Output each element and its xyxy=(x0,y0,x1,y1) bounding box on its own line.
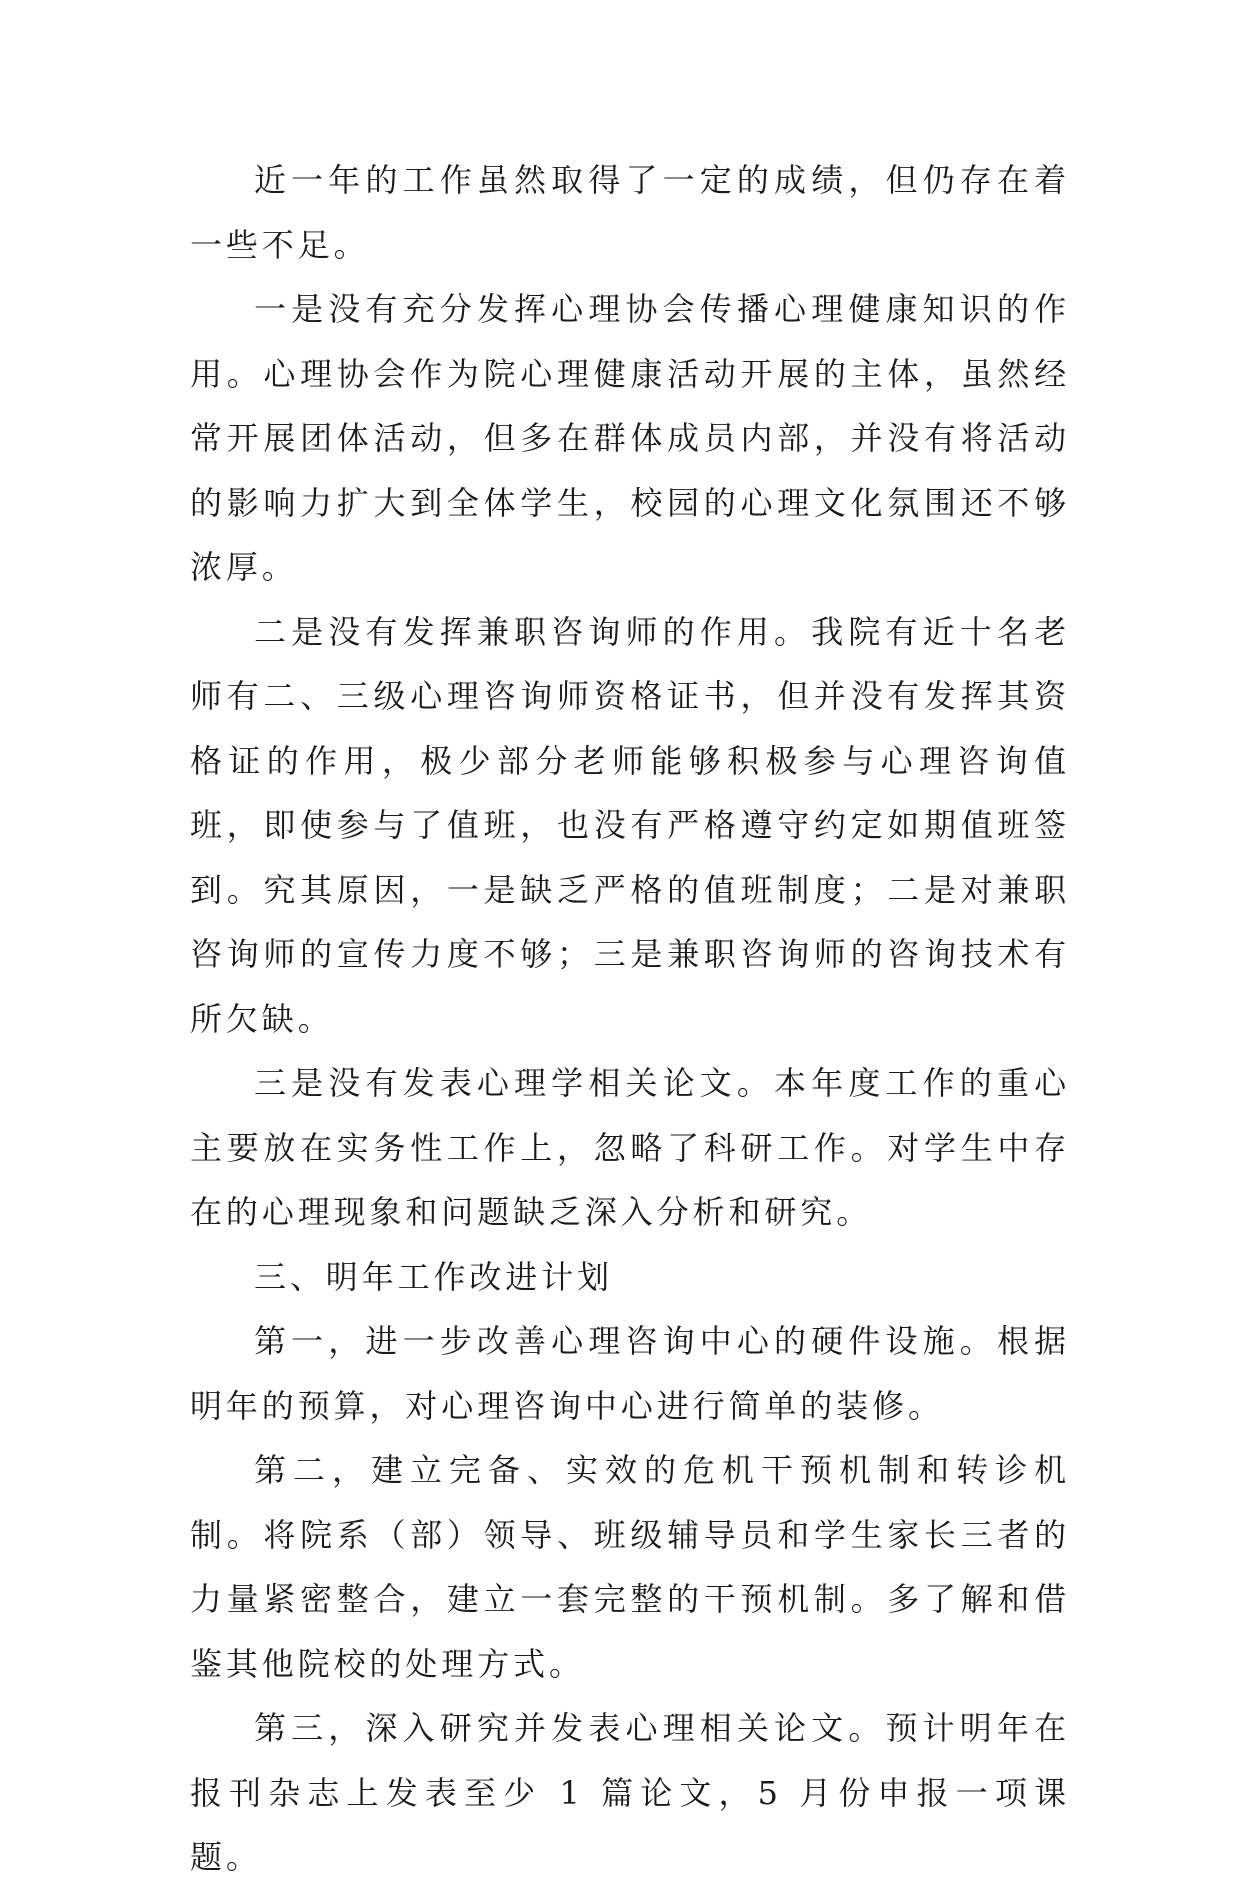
paragraph-shortcomings-intro: 近一年的工作虽然取得了一定的成绩，但仍存在着一些不足。 xyxy=(190,161,1070,264)
section-heading-improvement-plan: 三、明年工作改进计划 xyxy=(254,1257,614,1296)
document-body xyxy=(190,148,1070,1890)
paragraph-part-time-counselors: 二是没有发挥兼职咨询师的作用。我院有近十名老师有二、三级心理咨询师资格证书，但并没有发挥其资格证的作用，极少部分老师能够积极参与心理咨询值班，即使参与了值班，也没有严格遵守约定如期值班签到。究其原因，一是缺乏严格的值班制度；二是对兼职咨询师的宣传力度不够；三是兼职咨询师的咨询技术有所欠缺。 xyxy=(190,612,1070,1038)
paragraph-plan-second: 第二，建立完备、实效的危机干预机制和转诊机制。将院系（部）领导、班级辅导员和学生家长三者的力量紧密整合，建立一套完整的干预机制。多了解和借鉴其他院校的处理方式。 xyxy=(190,1451,1070,1683)
paragraph-plan-first: 第一，进一步改善心理咨询中心的硬件设施。根据明年的预算，对心理咨询中心进行简单的装修。 xyxy=(190,1322,1070,1425)
paragraph-research-papers: 三是没有发表心理学相关论文。本年度工作的重心主要放在实务性工作上，忽略了科研工作。对学生中存在的心理现象和问题缺乏深入分析和研究。 xyxy=(190,1064,1070,1231)
paragraph-plan-third: 第三，深入研究并发表心理相关论文。预计明年在报刊杂志上发表至少 1 篇论文，5 月份申报一项课题。 xyxy=(190,1709,1070,1876)
paragraph-psych-association: 一是没有充分发挥心理协会传播心理健康知识的作用。心理协会作为院心理健康活动开展的主体，虽然经常开展团体活动，但多在群体成员内部，并没有将活动的影响力扩大到全体学生，校园的心理文化氛围还不够浓厚。 xyxy=(190,290,1070,586)
